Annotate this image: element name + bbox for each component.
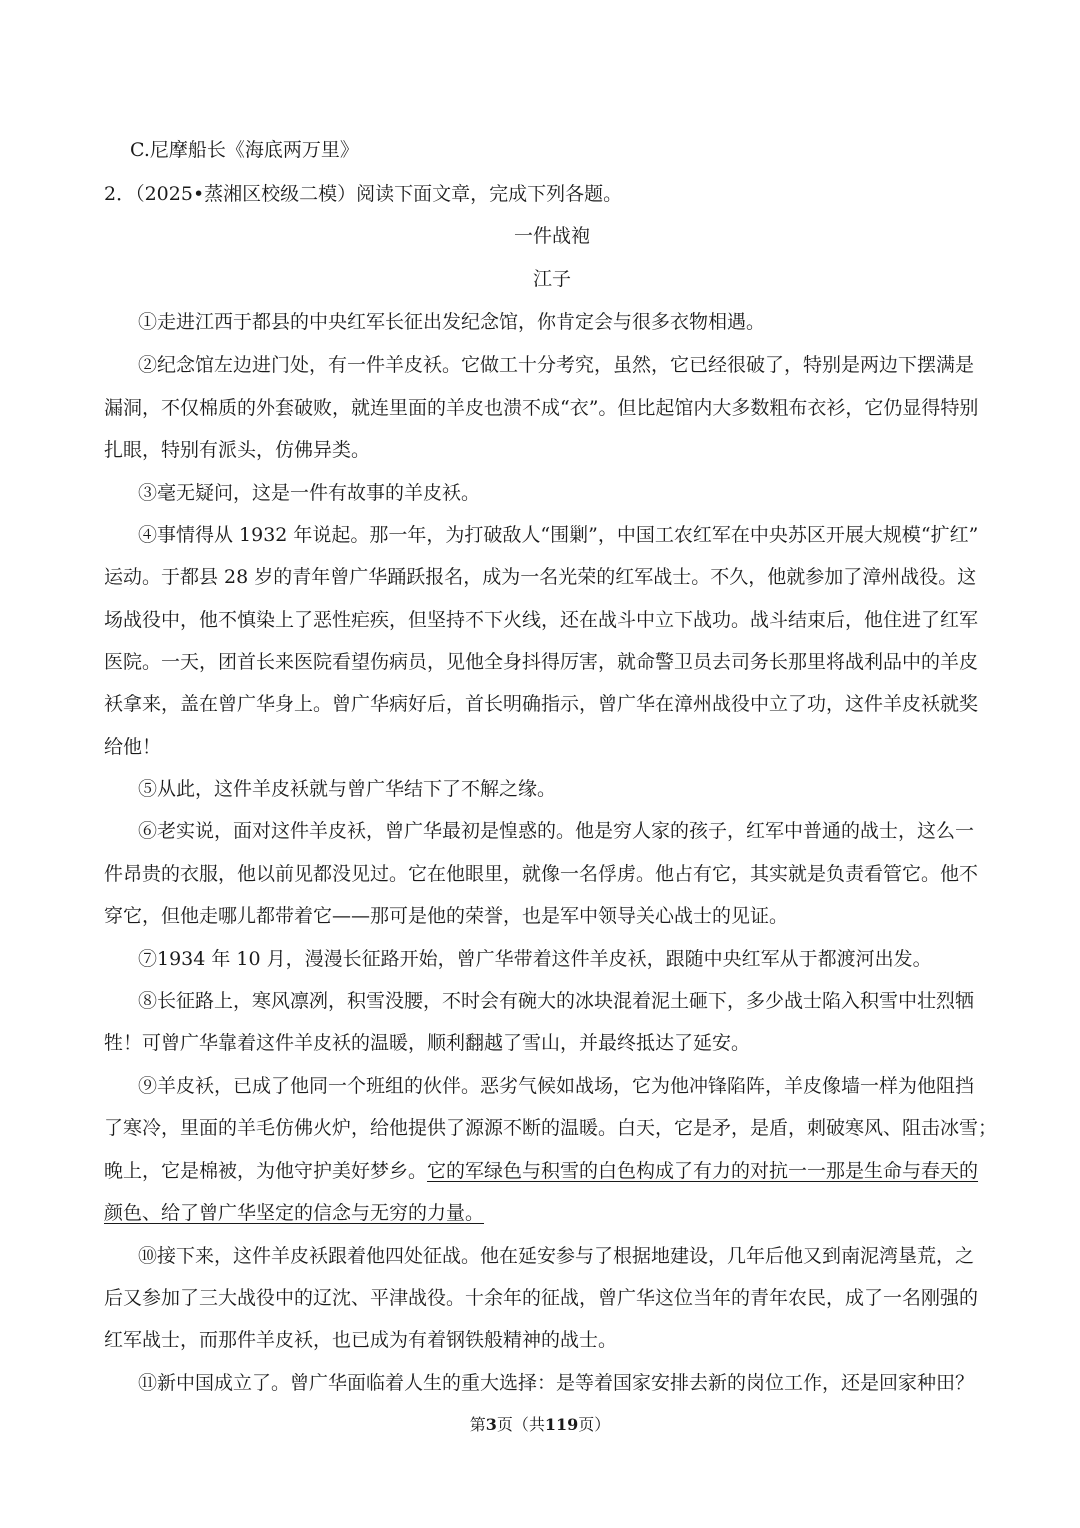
footer-middle: 页（共 bbox=[496, 1415, 545, 1434]
footer-total-pages: 119 bbox=[544, 1415, 579, 1434]
page-footer bbox=[0, 1414, 1080, 1436]
paragraph-line: ⑩接下来，这件羊皮袄跟着他四处征战。他在延安参与了根据地建设，几年后他又到南泥湾垦荒，之 bbox=[138, 1245, 975, 1267]
paragraph-line: 漏洞，不仅棉质的外套破败，就连里面的羊皮也溃不成“衣”。但比起馆内大多数粗布衣衫，它仍显得特别 bbox=[104, 397, 979, 419]
question-source: （2025•蒸湘区校级二模） bbox=[135, 183, 357, 205]
article-author: 江子 bbox=[532, 268, 571, 290]
paragraph-line: 袄拿来，盖在曾广华身上。曾广华病好后，首长明确指示，曾广华在漳州战役中立了功，这件羊皮袄就奖 bbox=[104, 693, 979, 715]
paragraph-line: 了寒冷，里面的羊毛仿佛火炉，给他提供了源源不断的温暖。白天，它是矛，是盾，刺破寒风、阻击冰雪； bbox=[104, 1117, 998, 1139]
underlined-sentence: 颜色、给了曾广华坚定的信念与无穷的力量。 bbox=[104, 1202, 485, 1224]
footer-prefix: 第 bbox=[469, 1415, 486, 1434]
paragraph-line bbox=[104, 1158, 978, 1184]
paragraph-line: ⑦1934 年 10 月，漫漫长征路开始，曾广华带着这件羊皮袄，跟随中央红军从于都渡河出发。 bbox=[138, 948, 932, 970]
paragraph-line: ⑧长征路上，寒风凛冽，积雪没腰，不时会有碗大的冰块混着泥土砸下，多少战士陷入积雪中壮烈牺 bbox=[138, 990, 975, 1012]
paragraph-line bbox=[104, 1200, 484, 1226]
paragraph-line: 医院。一天，团首长来医院看望伤病员，见他全身抖得厉害，就命警卫员去司务长那里将战利品中的羊皮 bbox=[104, 651, 979, 673]
question-prompt: 阅读下面文章，完成下列各题。 bbox=[356, 183, 623, 205]
paragraph-line: 场战役中，他不慎染上了恶性疟疾，但坚持不下火线，还在战斗中立下战功。战斗结束后，他住进了红军 bbox=[104, 609, 979, 631]
paragraph-line: 件昂贵的衣服，他以前见都没见过。它在他眼里，就像一名俘虏。他占有它，其实就是负责看管它。他不 bbox=[104, 863, 979, 885]
question-header bbox=[104, 181, 622, 207]
question-number: 2． bbox=[104, 183, 136, 205]
paragraph-line: 穿它，但他走哪儿都带着它——那可是他的荣誉，也是军中领导关心战士的见证。 bbox=[104, 905, 789, 927]
paragraph-line: 给他！ bbox=[104, 736, 162, 758]
paragraph-line: 运动。于都县 28 岁的青年曾广华踊跃报名，成为一名光荣的红军战士。不久，他就参加了漳州战役。这 bbox=[104, 566, 977, 588]
paragraph-line: ①走进江西于都县的中央红军长征出发纪念馆，你肯定会与很多衣物相遇。 bbox=[138, 311, 766, 333]
option-c: C.尼摩船长《海底两万里》 bbox=[130, 139, 359, 161]
underlined-sentence: 它的军绿色与积雪的白色构成了有力的对抗一一那是生命与春天的 bbox=[427, 1160, 979, 1182]
paragraph-line: ⑤从此，这件羊皮袄就与曾广华结下了不解之缘。 bbox=[138, 778, 557, 800]
article-title: 一件战袍 bbox=[513, 225, 590, 247]
paragraph-line: ③毫无疑问，这是一件有故事的羊皮袄。 bbox=[138, 482, 481, 504]
footer-suffix: 页） bbox=[578, 1415, 611, 1434]
paragraph-line: ⑨羊皮袄，已成了他同一个班组的伙伴。恶劣气候如战场，它为他冲锋陷阵，羊皮像墙一样为他阻挡 bbox=[138, 1075, 975, 1097]
paragraph-line: 牲！可曾广华靠着这件羊皮袄的温暖，顺利翻越了雪山，并最终抵达了延安。 bbox=[104, 1032, 751, 1054]
line-plain-text: 晚上，它是棉被，为他守护美好梦乡。 bbox=[104, 1160, 428, 1182]
paragraph-line: ⑪新中国成立了。曾广华面临着人生的重大选择：是等着国家安排去新的岗位工作，还是回家种田？ bbox=[138, 1372, 975, 1394]
paragraph-line: ⑥老实说，面对这件羊皮袄，曾广华最初是惶惑的。他是穷人家的孩子，红军中普通的战士，这么一 bbox=[138, 820, 975, 842]
paragraph-line: ②纪念馆左边进门处，有一件羊皮袄。它做工十分考究，虽然，它已经很破了，特别是两边下摆满是 bbox=[138, 354, 975, 376]
paragraph-line: ④事情得从 1932 年说起。那一年，为打破敌人“围剿”，中国工农红军在中央苏区开展大规模“扩红” bbox=[138, 524, 979, 546]
paragraph-line: 后又参加了三大战役中的辽沈、平津战役。十余年的征战，曾广华这位当年的青年农民，成了一名刚强的 bbox=[104, 1287, 979, 1309]
paragraph-line: 红军战士，而那件羊皮袄，也已成为有着钢铁般精神的战士。 bbox=[104, 1329, 618, 1351]
footer-page-number: 3 bbox=[485, 1415, 497, 1434]
paragraph-line: 扎眼，特别有派头，仿佛异类。 bbox=[104, 439, 371, 461]
